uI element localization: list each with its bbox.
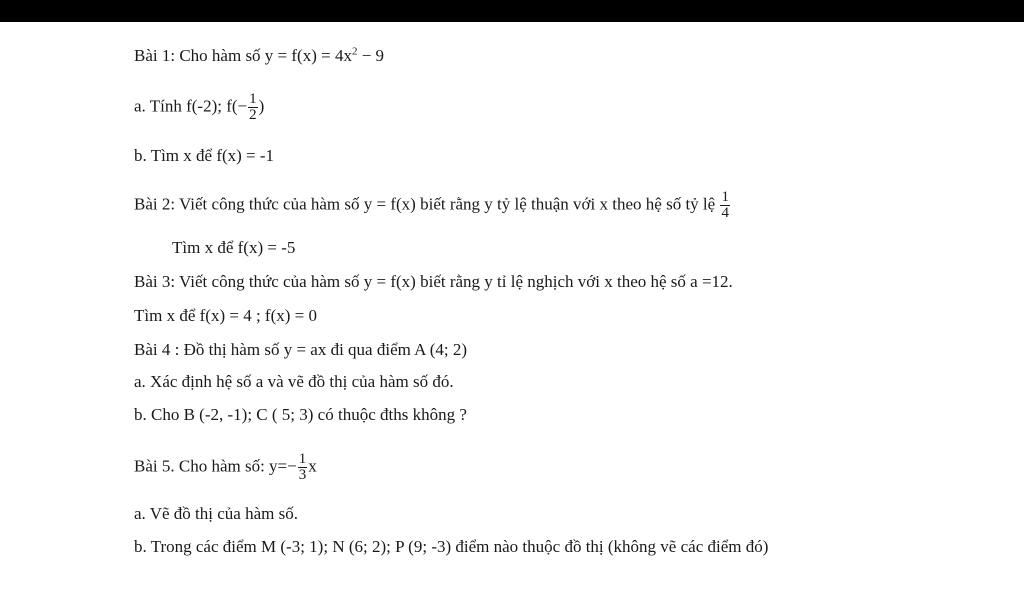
bai1-part-a: a. Tính f(-2); f(− $\frac{1}{2}$ ) [134, 91, 265, 123]
bai3-title: Bài 3: Viết công thức của hàm số y = f(x) biết rằng y tỉ lệ nghịch với x theo hệ số a =12. [134, 272, 733, 291]
bai4-title: Bài 4 : Đồ thị hàm số y = ax đi qua điểm A (4; 2) [134, 340, 468, 359]
bai5-title: Bài 5. Cho hàm số: y=− $\frac{1}{3}$ x [134, 451, 317, 483]
bai2-title: Bài 2: Viết công thức của hàm số y = f(x) biết rằng y tỷ lệ thuận với x theo hệ số tỷ lệ $\frac{1}{4}$ [134, 189, 729, 221]
bai2-line2: Tìm x để f(x) = -5 [172, 238, 296, 257]
bai4-part-a: a. Xác định hệ số a và vẽ đồ thị của hàm số đó. [134, 372, 454, 391]
bai4-part-b: b. Cho B (-2, -1); C ( 5; 3) có thuộc đths không ? [134, 405, 467, 424]
bai5-part-a: a. Vẽ đồ thị của hàm số. [134, 504, 298, 523]
top-black-bar [0, 0, 1024, 22]
fraction-one-third: $\frac{1}{3}$ [298, 451, 307, 483]
bai1-title: Bài 1: Cho hàm số $y = f(x) = 4x^2 - 9$ [134, 45, 385, 65]
fraction-one-quarter: $\frac{1}{4}$ [721, 189, 729, 221]
bai3-line2: Tìm x để f(x) = 4 ; f(x) = 0 [134, 306, 317, 325]
bai1-part-b: b. Tìm x để f(x) = -1 [134, 146, 275, 165]
bai5-part-b: b. Trong các điểm M (-3; 1); N (6; 2); P (9; -3) điểm nào thuộc đồ thị (không vẽ các điểm đó) [134, 537, 769, 556]
fraction-one-half: $\frac{1}{2}$ [249, 91, 257, 123]
